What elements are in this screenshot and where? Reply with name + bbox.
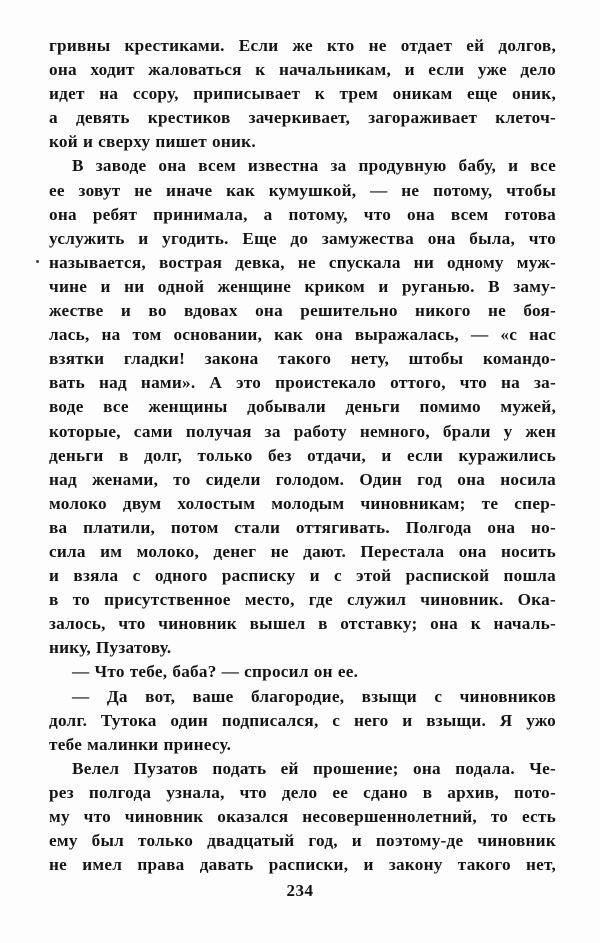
text-line: рез полгода узнала, что дело ее сдано в архив, пото- [49,782,556,802]
text-line: а девять крестиков зачеркивает, загораживает клеточ- [49,108,556,128]
text-line: жестве и во вдовах она решительно никого не боя- [49,301,556,321]
text-line: вать над нами». А это проистекало оттого, что на за- [49,373,556,393]
text-line: ва платили, потом стали оттягивать. Полгода она но- [49,517,556,537]
text-line: Велел Пузатов подать ей прошение; она подала. Че- [72,758,556,778]
text-line: — Что тебе, баба? — спросил он ее. [72,662,359,682]
text-line: В заводе она всем известна за продувную бабу, и все [72,156,556,176]
page-number: 234 [286,881,314,900]
text-line: му что чиновник оказался несовершеннолетний, то есть [49,807,556,826]
text-line: над женами, то сидели голодом. Один год она носила [49,469,556,489]
text-line: называется, вострая девка, не спускала ни одному муж- [49,252,556,272]
text-line: кой и сверху пишет оник. [49,132,256,152]
text-line: взятки гладки! закона такого нету, штобы командо- [49,349,556,369]
text-line: гривны крестиками. Если же кто не отдает ей долгов, [49,36,556,55]
text-line: — Да вот, ваше благородие, взыщи с чиновников [72,686,556,706]
text-line: тебе малинки принесу. [49,734,232,754]
text-line: залось, что чиновник вышел в отставку; она к началь- [49,614,556,634]
text-line: сила им молоко, денег не дают. Перестала она носить [49,541,556,561]
text-line: не имел права давать расписки, и закону такого нет, [49,855,556,875]
text-line: нику, Пузатову. [49,638,172,658]
text-line: она ходит жаловаться к начальникам, и если уже дело [49,60,556,80]
text-line: ее зовут не иначе как кумушкой, — не потому, чтобы [49,180,556,200]
text-line: идет на ссору, приписывает к трем оникам еще оник, [49,84,556,104]
text-line: и взяла с одного расписку и с этой распиской пошла [49,566,556,586]
text-line: ему был только двадцатый год, и поэтому-де чиновник [49,831,556,851]
text-line: услужить и угодить. Еще до замужества она была, что [49,228,556,248]
text-line: чине и ни одной женщине криком и руганью. В заму- [49,276,556,296]
print-speck [36,260,39,263]
body-text [49,34,556,877]
text-line: воде все женщины добывали деньги помимо мужей, [49,397,556,417]
text-line: деньги в долг, только без отдачи, и если куражились [49,445,556,465]
text-line: она ребят принимала, а потому, что она всем готова [49,204,556,224]
text-line: в то присутственное место, где служил чиновник. Ока- [49,590,556,610]
text-line: молоко двум холостым молодым чиновникам; те спер- [49,493,556,513]
text-line: лась, на том основании, как она выражалась, — «с нас [49,325,556,345]
text-line: долг. Тутока один подписался, с него и взыщи. Я ужо [49,710,556,730]
text-line: которые, сами получая за работу немного, брали у жен [49,421,556,441]
